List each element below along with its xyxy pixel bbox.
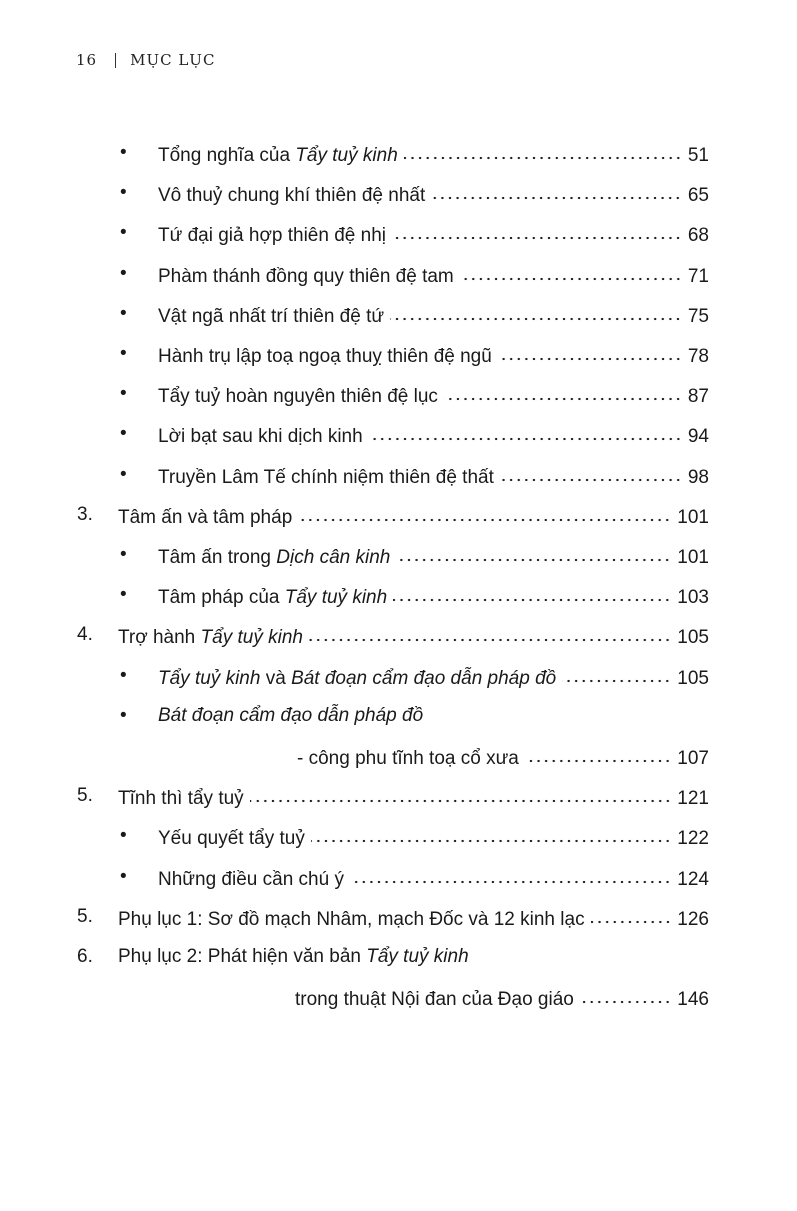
section-number: 6. [77,946,93,967]
bullet: • [120,704,127,726]
toc-entry[interactable] [0,906,709,936]
dot-leader [404,142,682,161]
dot-leader [562,665,671,684]
toc-entry[interactable] [0,785,709,815]
entry-text [118,624,709,649]
entry-text [158,866,709,891]
bullet: • [120,383,127,405]
entry-title: Vật ngã nhất trí thiên đệ tứ [158,305,385,327]
entry-title: Tâm ấn và tâm pháp [118,506,293,528]
entry-title: Tứ đại giả hợp thiên đệ nhị [158,225,386,247]
toc-entry[interactable] [0,142,709,172]
bullet: • [120,222,127,244]
entry-text [158,222,709,247]
entry-text [158,343,709,368]
page-ref: 51 [687,145,709,166]
toc-entry[interactable] [0,303,709,333]
dot-leader [500,464,682,483]
bullet: • [120,142,127,163]
entry-title-italic: Bát đoạn cẩm đạo dẫn pháp đồ [158,704,424,726]
entry-title-italic: Tẩy tuỷ kinh [200,627,303,649]
dot-leader [298,504,671,523]
dot-leader [444,383,682,402]
page-ref: 107 [677,748,709,769]
dot-leader [396,544,671,563]
entry-title: - công phu tĩnh toạ cổ xưa [297,748,519,769]
dot-leader [580,986,671,1005]
page-ref: 71 [687,265,709,287]
section-number: 5. [77,785,93,807]
dot-leader [250,785,672,804]
dot-leader [309,624,671,643]
dot-leader [460,263,682,282]
toc-entry[interactable] [0,544,709,574]
entry-title: Tĩnh thì tẩy tuỷ [118,788,244,810]
entry-title-italic: Dịch cân kinh [276,547,391,568]
toc-entry[interactable] [0,343,709,373]
entry-title-italic: Bát đoạn cẩm đạo dẫn pháp đồ [291,667,557,689]
bullet: • [120,182,127,204]
bullet: • [120,302,127,324]
dot-leader [431,182,682,201]
entry-text [295,986,709,1011]
page-ref: 103 [677,587,709,609]
bullet: • [120,262,127,284]
header-title: MỤC LỤC [130,51,216,69]
entry-title-italic: Tẩy tuỷ kinh [284,587,388,609]
entry-title: Những điều cần chú ý [158,868,344,890]
entry-text [158,584,709,609]
entry-text [158,423,709,448]
bullet: • [120,463,127,485]
bullet: • [120,865,127,887]
bullet: • [120,343,127,364]
toc-entry[interactable] [0,423,709,453]
page-ref: 105 [677,627,709,649]
entry-text [118,504,709,529]
entry-title: Trợ hành [118,627,201,649]
dot-leader [392,222,682,241]
page-ref: 105 [677,667,709,689]
entry-text [158,263,709,288]
toc-entry[interactable] [0,745,709,775]
entry-text [158,544,709,569]
entry-title: Truyền Lâm Tế chính niệm thiên đệ thất [158,466,494,488]
dot-leader [498,343,682,362]
dot-leader [525,745,671,764]
page-ref: 101 [677,506,709,528]
toc-entry[interactable] [0,504,709,534]
toc-entry[interactable] [0,866,709,896]
dot-leader [393,584,671,603]
entry-title: Tâm ấn trong [158,547,277,568]
page-ref: 68 [687,225,709,247]
toc-entry[interactable] [0,986,709,1016]
page-ref: 126 [677,908,709,930]
entry-title: Tẩy tuỷ hoàn nguyên thiên đệ lục [158,386,438,408]
dot-leader [350,866,671,885]
page-ref: 122 [677,828,709,850]
toc-entry[interactable] [0,383,709,413]
page-number: 16 [76,51,98,69]
bullet: • [120,825,127,847]
toc-entry[interactable] [0,624,709,654]
page-ref: 98 [687,466,709,488]
entry-text [118,906,709,931]
entry-text [297,745,709,770]
entry-title: Tổng nghĩa của [158,145,296,166]
entry-title-italic: Tẩy tuỷ kinh [158,667,261,689]
entry-text [158,303,709,328]
entry-text [158,182,709,207]
page-ref: 124 [677,868,709,890]
page-ref: 94 [687,426,709,448]
entry-text [118,785,709,810]
dot-leader [591,906,672,925]
entry-title: Phàm thánh đồng quy thiên đệ tam [158,265,454,287]
dot-leader [311,825,671,844]
page-ref: 101 [677,547,709,568]
entry-text [158,705,709,727]
page-ref: 65 [687,185,709,207]
page-ref: 78 [687,346,709,367]
bullet: • [120,544,127,565]
entry-text [158,383,709,408]
entry-title: Yếu quyết tẩy tuỷ [158,828,305,850]
entry-text [158,464,709,489]
entry-title-italic: Tẩy tuỷ kinh [366,946,469,967]
dot-leader [390,303,682,322]
entry-title: Hành trụ lập toạ ngoạ thuỵ thiên đệ ngũ [158,346,492,367]
entry-text [158,825,709,850]
page-ref: 121 [677,788,709,810]
bullet: • [120,584,127,606]
entry-title: và [260,667,292,689]
entry-text [118,946,709,968]
entry-title: Lời bạt sau khi dịch kinh [158,426,363,448]
toc-entry[interactable] [0,222,709,252]
toc-entry[interactable] [0,946,709,976]
toc-entry[interactable] [0,182,709,212]
entry-title: trong thuật Nội đan của Đạo giáo [295,989,574,1011]
page-ref: 87 [687,386,709,408]
toc-entry[interactable] [0,584,709,614]
bullet: • [120,664,127,686]
toc-entry[interactable] [0,665,709,695]
toc-entry[interactable] [0,825,709,855]
section-number: 3. [77,503,93,525]
header-divider [115,53,116,68]
bullet: • [120,423,127,445]
section-number: 5. [77,905,93,927]
entry-title: Phụ lục 2: Phát hiện văn bản [118,946,367,967]
toc-entry[interactable] [0,464,709,494]
entry-title: Tâm pháp của [158,587,285,609]
entry-title-italic: Tẩy tuỷ kinh [295,145,398,166]
dot-leader [369,423,682,442]
toc-entry[interactable] [0,705,709,735]
page-ref: 75 [687,305,709,327]
entry-title: Phụ lục 1: Sơ đồ mạch Nhâm, mạch Đốc và 12 kinh lạc [118,908,585,930]
toc-entry[interactable] [0,263,709,293]
section-number: 4. [77,624,93,646]
running-header [76,51,215,69]
entry-text [158,665,709,690]
entry-text [158,142,709,167]
page-ref: 146 [677,989,709,1011]
entry-title: Vô thuỷ chung khí thiên đệ nhất [158,185,426,207]
